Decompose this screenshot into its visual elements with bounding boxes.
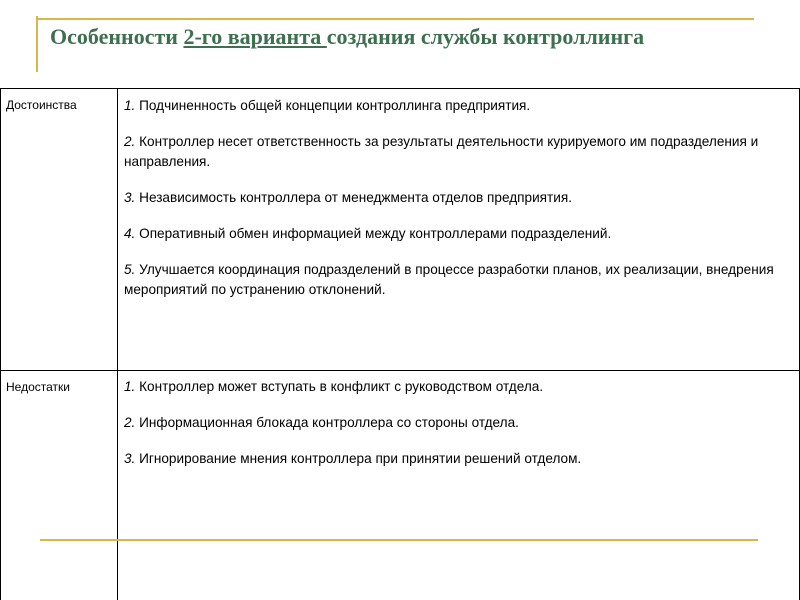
list-item: 3. Независимость контроллера от менеджмента отделов предприятия. (124, 190, 572, 205)
table-column-divider (117, 88, 118, 600)
title-prefix: Особенности (50, 24, 184, 49)
table-top-border (0, 88, 800, 89)
title-underlined: 2-го варианта (183, 24, 327, 49)
list-item: 1. Контроллер может вступать в конфликт с руководством отдела. (124, 379, 544, 394)
title-suffix: создания службы контроллинга (326, 24, 645, 49)
slide-title (50, 24, 770, 50)
list-item: 5. Улучшается координация подразделений в процессе разработки планов, их реализации, внедрения мероприятий по устранению отклонений. (124, 262, 774, 297)
advantages-list (124, 96, 788, 316)
list-item: 2. Контроллер несет ответственность за результаты деятельности курируемого им подразделения и направления. (124, 134, 759, 169)
list-item: 2. Информационная блокада контроллера со стороны отдела. (124, 415, 519, 430)
list-item: 3. Игнорирование мнения контроллера при принятии решений отделом. (124, 451, 582, 466)
list-item: 4. Оперативный обмен информацией между контроллерами подразделений. (124, 226, 612, 241)
disadvantages-list (124, 377, 788, 485)
table-row-divider (0, 370, 800, 371)
table-left-border (0, 88, 1, 600)
decorative-top-line (38, 18, 754, 20)
row-label-advantages: Достоинства (6, 98, 77, 112)
row-label-disadvantages: Недостатки (6, 380, 70, 394)
list-item: 1. Подчиненность общей концепции контроллинга предприятия. (124, 98, 531, 113)
decorative-bottom-line (40, 539, 758, 541)
decorative-left-line (36, 16, 38, 72)
